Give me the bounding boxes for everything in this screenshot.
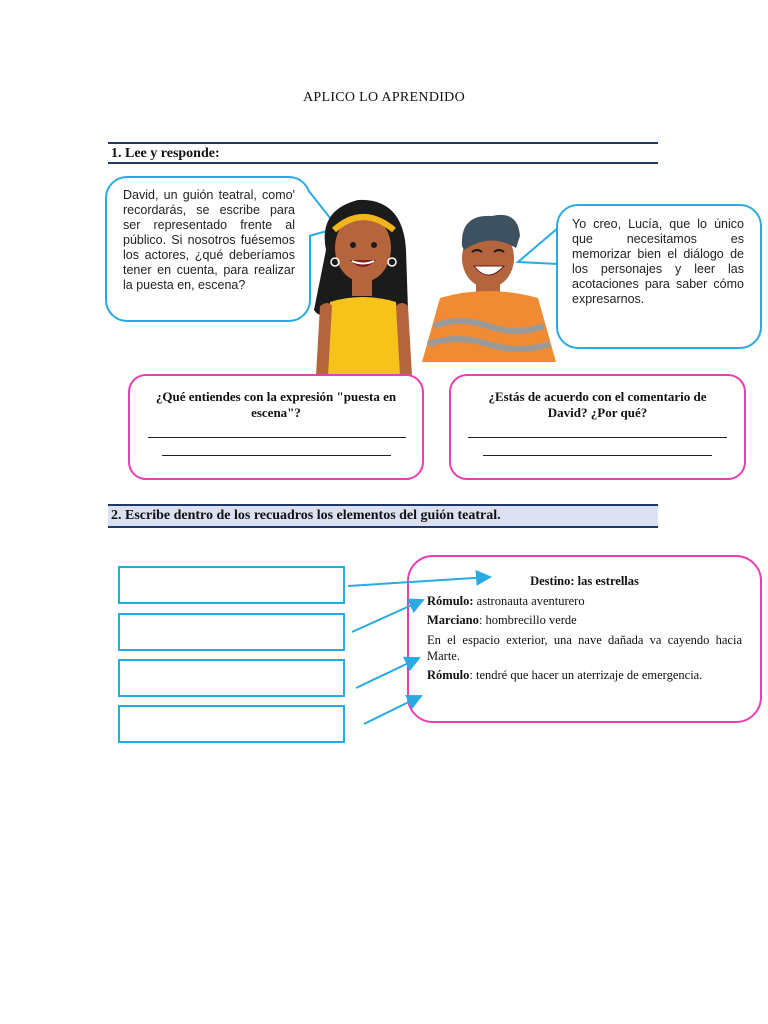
- script-character-2-desc: : hombrecillo verde: [478, 613, 577, 627]
- page-title: APLICO LO APRENDIDO: [302, 90, 466, 105]
- question-left-text: ¿Qué entiendes con la expresión "puesta en escena"?: [155, 389, 397, 420]
- script-character-1-desc: astronauta aventurero: [473, 594, 585, 608]
- arrow-icon: [352, 600, 423, 632]
- script-title: Destino: las estrellas: [530, 574, 639, 588]
- arrow-icon: [348, 577, 490, 586]
- question-right-text: ¿Estás de acuerdo con el comentario de David? ¿Por qué?: [488, 389, 707, 420]
- section-1-heading: 1. Lee y responde:: [108, 142, 658, 164]
- speech-bubble-david-text: David, un guión teatral, como' recordarás, se escribe para ser representado frente al público. Si nosotros fuésemos los actores, ¿qué deberíamos tener en cuenta, para realizar la puesta en, escena?: [123, 188, 295, 292]
- script-dialogue-text: : tendré que hacer un aterrizaje de emergencia.: [469, 668, 703, 682]
- script-stage-direction: En el espacio exterior, una nave dañada va cayendo hacia Marte.: [427, 633, 742, 663]
- section-2-heading: 2. Escribe dentro de los recuadros los elementos del guión teatral.: [108, 504, 658, 528]
- arrow-icon: [356, 658, 419, 688]
- speech-bubble-lucia-text: Yo creo, Lucía, que lo único que necesitamos es memorizar bien el diálogo de los personajes y leer las acotaciones para saber cómo expresarnos.: [572, 217, 744, 306]
- script-dialogue-speaker: Rómulo: [427, 668, 470, 682]
- arrow-icon: [364, 696, 421, 724]
- script-character-2-name: Marciano: [427, 613, 479, 627]
- script-character-1-name: Rómulo:: [427, 594, 474, 608]
